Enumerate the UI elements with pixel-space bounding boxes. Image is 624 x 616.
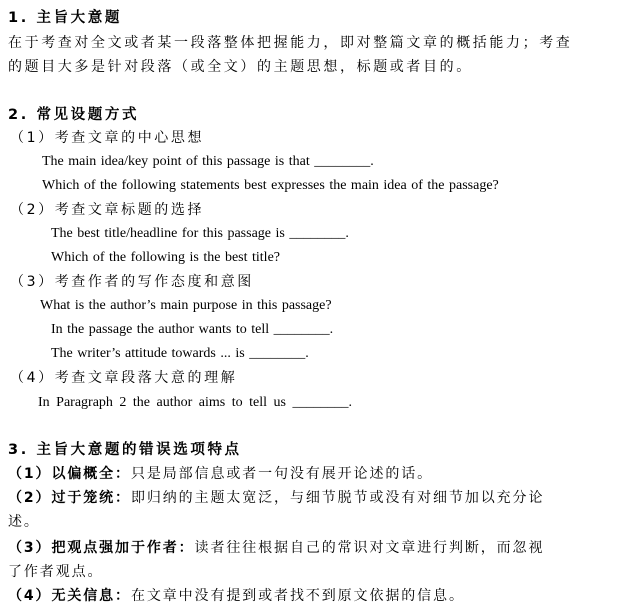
error-type-4-desc: 在文章中没有提到或者找不到原文依据的信息。	[130, 588, 465, 604]
error-type-3	[8, 538, 544, 558]
item1-example1: The main idea/key point of this passage is that ________.	[42, 154, 374, 169]
item3-example2: In the passage the author wants to tell ________.	[51, 322, 334, 337]
error-type-3-desc-cont: 了作者观点。	[8, 564, 104, 580]
error-type-1-term: （1）以偏概全：	[8, 466, 131, 482]
item1-example2: Which of the following statements best expresses the main idea of the passage?	[42, 178, 499, 193]
error-type-2-term: （2）过于笼统：	[8, 490, 131, 506]
item4-example1: In Paragraph 2 the author aims to tell us ________.	[38, 395, 352, 410]
section1-heading: 1. 主旨大意题	[8, 10, 122, 26]
error-type-4-term: （4）无关信息：	[8, 588, 131, 604]
item2-example2: Which of the following is the best title?	[51, 250, 281, 265]
section1-paragraph-line1: 在于考查对全文或者某一段落整体把握能力，即对整篇文章的概括能力；考查	[8, 35, 573, 51]
error-type-1	[8, 464, 433, 484]
item4-label: （4）考查文章段落大意的理解	[10, 370, 238, 386]
error-type-1-desc: 只是局部信息或者一句没有展开论述的话。	[130, 466, 434, 482]
section2-heading: 2. 常见设题方式	[8, 107, 140, 123]
error-type-2-desc-cont: 述。	[8, 514, 40, 530]
error-type-3-desc: 读者往往根据自己的常识对文章进行判断，而忽视	[194, 540, 545, 556]
section1-paragraph-line2: 的题目大多是针对段落（或全文）的主题思想，标题或者目的。	[8, 59, 473, 75]
error-type-2-desc: 即归纳的主题太宽泛，与细节脱节或没有对细节加以充分论	[130, 490, 545, 506]
item2-label: （2）考查文章标题的选择	[10, 202, 205, 218]
error-type-2	[8, 488, 544, 508]
error-type-3-term: （3）把观点强加于作者：	[8, 540, 195, 556]
item3-example1: What is the author’s main purpose in this passage?	[40, 298, 332, 313]
item2-example1: The best title/headline for this passage is ________.	[51, 226, 349, 241]
item1-label: （1）考查文章的中心思想	[10, 130, 205, 146]
item3-example3: The writer’s attitude towards ... is ________.	[51, 346, 309, 361]
error-type-4	[8, 586, 465, 606]
item3-label: （3）考查作者的写作态度和意图	[10, 274, 254, 290]
section3-heading: 3. 主旨大意题的错误选项特点	[8, 442, 242, 458]
